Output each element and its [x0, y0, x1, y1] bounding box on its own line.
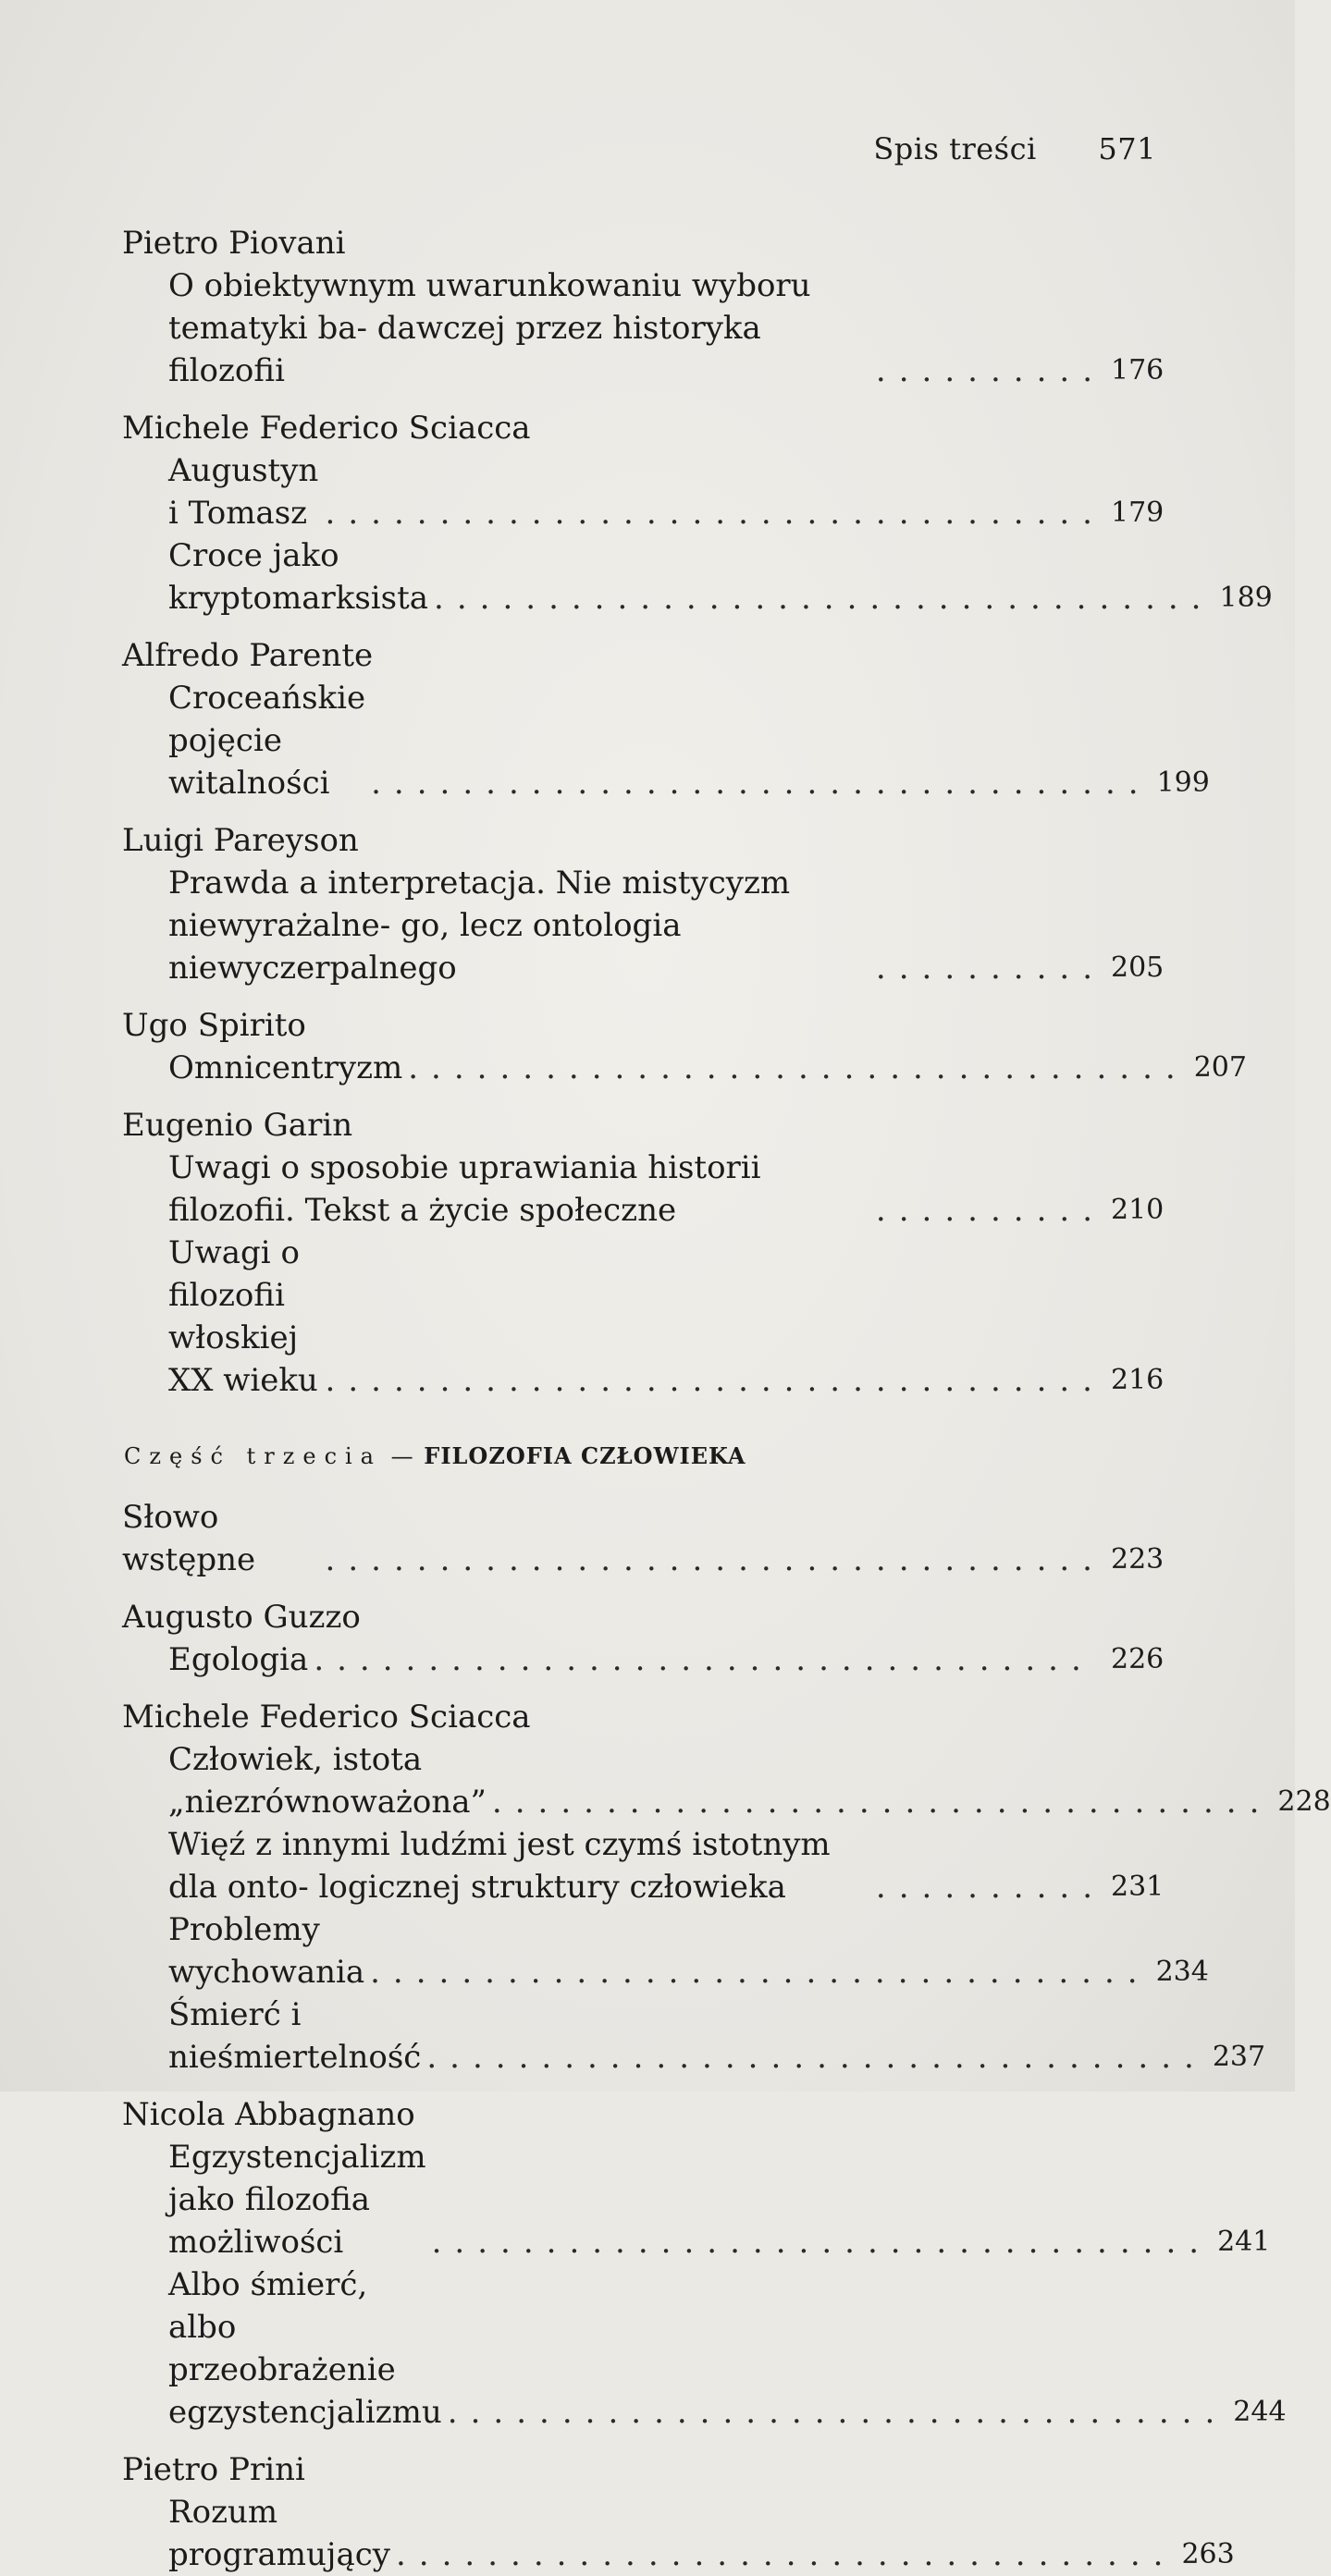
part-heading: [120, 1435, 1161, 1478]
entry-page: 231: [1111, 1871, 1165, 1903]
entry-page: 205: [1111, 951, 1165, 984]
entry-page: 189: [1219, 582, 1273, 614]
entry-page: 228: [1277, 1785, 1331, 1818]
entry-title: O obiektywnym uwarunkowaniu wyboru tematyki ba- dawczej przez historyka filozofii: [168, 267, 811, 389]
author-name: Eugenio Garin: [122, 1107, 353, 1144]
table-of-contents: [120, 222, 1331, 2576]
running-title: Spis treści: [873, 131, 1037, 166]
toc-entry[interactable]: Uwagi o sposobie uprawiania historii filozofii. Tekst a życie społeczne .......... 210: [120, 1147, 1161, 1232]
toc-entry[interactable]: Człowiek, istota „niezrównoważona” .................................. 228: [120, 1738, 1161, 1823]
toc-entry[interactable]: Croce jako kryptomarksista .................................. 189: [120, 534, 1161, 619]
toc-entry[interactable]: Egzystencjalizm jako filozofia możliwości .................................. 241: [120, 2136, 1161, 2263]
toc-entry[interactable]: O obiektywnym uwarunkowaniu wyboru tematyki ba- dawczej przez historyka filozofii .......... 176: [120, 264, 1161, 392]
part-dash: —: [390, 1443, 415, 1469]
entry-title: Uwagi o filozofii włoskiej XX wieku: [168, 1234, 318, 1399]
author-name: Alfredo Parente: [122, 637, 374, 674]
entry-title: Śmierć i nieśmiertelność: [168, 1996, 422, 2076]
author-name: Michele Federico Sciacca: [122, 1699, 531, 1736]
entry-title: Prawda a interpretacja. Nie mistycyzm niewyrażalne- go, lecz ontologia niewyczerpalnego: [168, 865, 791, 987]
toc-entry[interactable]: Croceańskie pojęcie witalności .................................. 199: [120, 677, 1161, 804]
toc-entry[interactable]: Słowo wstępne .................................. 223: [120, 1496, 1161, 1581]
entry-title: Augustyn i Tomasz: [168, 452, 319, 532]
toc-entry[interactable]: Albo śmierć, albo przeobrażenie egzystencjalizmu .................................. 244: [120, 2263, 1161, 2434]
entry-page: 199: [1156, 767, 1210, 799]
entry-title: Słowo wstępne: [122, 1499, 256, 1578]
entry-title: Uwagi o sposobie uprawiania historii filozofii. Tekst a życie społeczne: [168, 1149, 761, 1229]
entry-title: Croceańskie pojęcie witalności: [168, 680, 366, 802]
entry-page: 210: [1111, 1194, 1165, 1226]
entry-title: Omnicentryzm: [168, 1049, 403, 1086]
page-number: 571: [1098, 131, 1156, 166]
author-name: Pietro Piovani: [122, 225, 346, 262]
toc-entry[interactable]: Problemy wychowania .................................. 234: [120, 1908, 1161, 1993]
author-name: Pietro Prini: [122, 2451, 305, 2488]
entry-title: Egologia: [168, 1641, 309, 1678]
author-name: Michele Federico Sciacca: [122, 410, 531, 447]
entry-title: Egzystencjalizm jako filozofia możliwości: [168, 2139, 426, 2261]
entry-page: 226: [1111, 1643, 1165, 1675]
author-name: Nicola Abbagnano: [122, 2096, 415, 2133]
entry-title: Croce jako kryptomarksista: [168, 537, 429, 617]
entry-page: 216: [1111, 1364, 1165, 1396]
author-name: Luigi Pareyson: [122, 822, 359, 859]
entry-title: Rozum programujący: [168, 2494, 390, 2573]
running-header: [873, 131, 1156, 166]
entry-page: 237: [1212, 2041, 1266, 2073]
entry-title: Więź z innymi ludźmi jest czymś istotnym dla onto- logicznej struktury człowieka: [168, 1826, 831, 1906]
entry-page: 176: [1111, 354, 1165, 386]
entry-page: 223: [1111, 1543, 1165, 1576]
entry-title: Problemy wychowania: [168, 1911, 365, 1991]
toc-entry[interactable]: Więź z innymi ludźmi jest czymś istotnym dla onto- logicznej struktury człowieka .......... 231: [120, 1823, 1161, 1908]
toc-entry[interactable]: Rozum programujący .................................. 263: [120, 2491, 1161, 2576]
entry-title: Albo śmierć, albo przeobrażenie egzystencjalizmu: [168, 2266, 442, 2431]
entry-page: 207: [1193, 1051, 1247, 1084]
toc-entry[interactable]: Prawda a interpretacja. Nie mistycyzm niewyrażalne- go, lecz ontologia niewyczerpalnego .......... 205: [120, 862, 1161, 989]
entry-page: 234: [1155, 1956, 1209, 1988]
toc-entry[interactable]: Uwagi o filozofii włoskiej XX wieku .................................. 216: [120, 1232, 1161, 1402]
entry-page: 179: [1111, 497, 1165, 529]
part-title: FILOZOFIA CZŁOWIEKA: [424, 1442, 746, 1469]
toc-entry[interactable]: Śmierć i nieśmiertelność .................................. 237: [120, 1993, 1161, 2079]
toc-entry[interactable]: Augustyn i Tomasz .................................. 179: [120, 449, 1161, 534]
entry-page: 241: [1217, 2226, 1271, 2258]
entry-title: Człowiek, istota „niezrównoważona”: [168, 1741, 487, 1821]
entry-page: 244: [1233, 2396, 1287, 2428]
entry-page: 263: [1181, 2538, 1235, 2570]
toc-entry[interactable]: Omnicentryzm .................................. 207: [120, 1047, 1161, 1089]
part-label: Część trzecia: [124, 1443, 382, 1469]
toc-entry[interactable]: Egologia .................................. 226: [120, 1638, 1161, 1681]
author-name: Augusto Guzzo: [122, 1599, 361, 1636]
author-name: Ugo Spirito: [122, 1007, 306, 1044]
